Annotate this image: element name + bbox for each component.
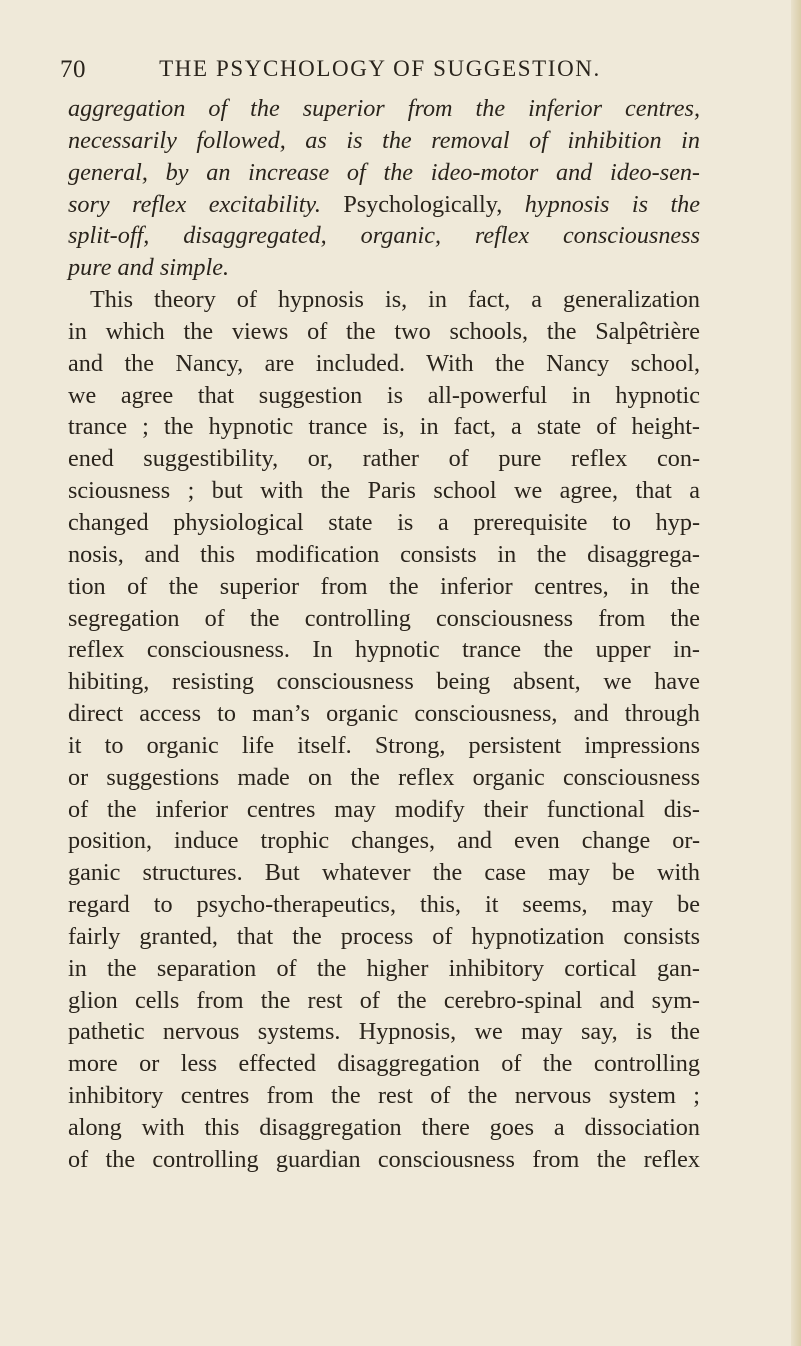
text-line: it to organic life itself. Strong, persistent impressions: [68, 731, 700, 759]
text-line: pure and simple.: [68, 254, 230, 282]
text-line: tion of the superior from the inferior centres, in the: [68, 572, 700, 600]
text-line: fairly granted, that the process of hypnotization consists: [68, 922, 700, 950]
body-text: [68, 93, 700, 1176]
text-line: changed physiological state is a prerequisite to hyp-: [68, 508, 700, 536]
text-line: pathetic nervous systems. Hypnosis, we may say, is the: [68, 1018, 700, 1046]
text-line: segregation of the controlling consciousness from the: [68, 604, 700, 632]
text-line: aggregation of the superior from the inferior centres,: [68, 95, 700, 122]
text-line: regard to psycho-therapeutics, this, it seems, may be: [68, 891, 700, 919]
text-line: necessarily followed, as is the removal of inhibition in: [68, 126, 700, 154]
text-line: in the separation of the higher inhibitory cortical gan-: [68, 954, 700, 982]
text-line: This theory of hypnosis is, in fact, a generalization: [90, 286, 700, 314]
text-line: direct access to man’s organic consciousness, and through: [68, 700, 700, 728]
text-line: split-off, disaggregated, organic, reflex consciousness: [68, 222, 700, 250]
text-line: nosis, and this modification consists in the disaggrega-: [68, 540, 700, 568]
text-line: sory reflex excitability. Psychologically, hypnosis is the: [68, 190, 700, 218]
running-title: THE PSYCHOLOGY OF SUGGESTION.: [159, 56, 601, 81]
text-line: ened suggestibility, or, rather of pure reflex con-: [68, 445, 700, 473]
text-line: trance ; the hypnotic trance is, in fact, a state of height-: [68, 413, 700, 441]
text-line: along with this disaggregation there goes a dissociation: [68, 1114, 700, 1141]
text-line: in which the views of the two schools, the Salpêtrière: [68, 317, 700, 345]
text-line: ganic structures. But whatever the case may be with: [68, 859, 700, 887]
text-line: inhibitory centres from the rest of the nervous system ;: [68, 1082, 700, 1110]
text-line: of the inferior centres may modify their functional dis-: [68, 795, 700, 823]
text-line: reflex consciousness. In hypnotic trance the upper in-: [68, 636, 700, 664]
page-number: 70: [60, 56, 86, 83]
text-line: we agree that suggestion is all-powerful in hypnotic: [68, 381, 700, 409]
text-line: glion cells from the rest of the cerebro-spinal and sym-: [68, 986, 700, 1014]
text-line: position, induce trophic changes, and even change or-: [68, 827, 700, 855]
page-header: [60, 56, 700, 90]
page-edge: [791, 0, 801, 1346]
text-line: more or less effected disaggregation of the controlling: [68, 1050, 700, 1078]
text-line: of the controlling guardian consciousness from the reflex: [68, 1145, 700, 1173]
text-line: or suggestions made on the reflex organic consciousness: [68, 763, 700, 791]
text-line: and the Nancy, are included. With the Nancy school,: [68, 349, 700, 377]
text-line: hibiting, resisting consciousness being absent, we have: [68, 668, 700, 696]
text-line: general, by an increase of the ideo-motor and ideo-sen-: [68, 158, 700, 186]
text-line: sciousness ; but with the Paris school we agree, that a: [68, 477, 700, 505]
